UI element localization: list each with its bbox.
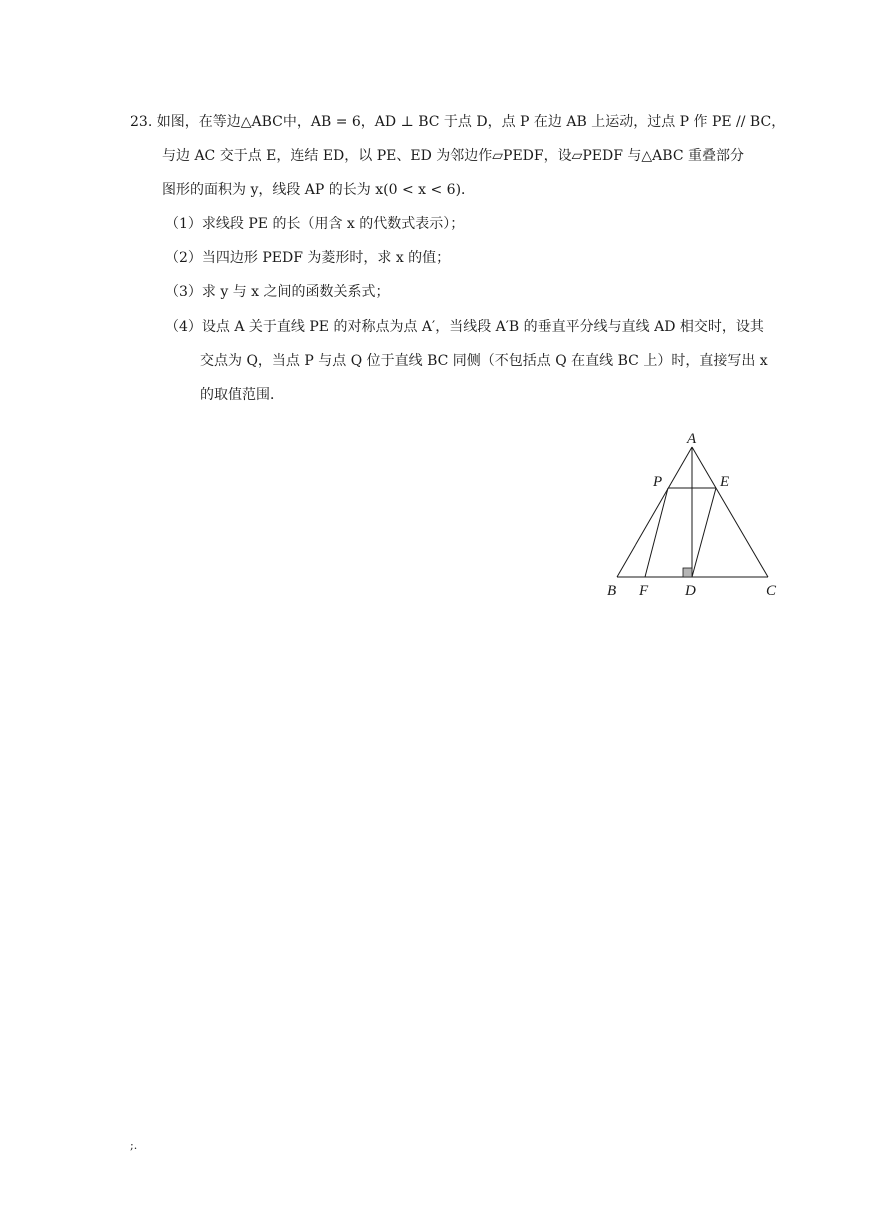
label-d: D (685, 583, 696, 599)
question-part-3: （3）求 y 与 x 之间的函数关系式； (165, 284, 390, 300)
question-part-1: （1）求线段 PE 的长（用含 x 的代数式表示）； (165, 216, 465, 232)
label-a: A (687, 431, 697, 447)
label-p: P (653, 474, 663, 490)
question-part-4-line-2: 交点为 Q，当点 P 与点 Q 位于直线 BC 同侧（不包括点 Q 在直线 BC 上）时，直接写出 x (200, 353, 768, 369)
label-f: F (639, 583, 649, 599)
segment-ab (617, 447, 692, 577)
problem-stem-line-1: 23. 如图，在等边△ABC中，AB = 6，AD ⊥ BC 于点 D，点 P 在边 AB 上运动，过点 P 作 PE // BC， (130, 114, 786, 130)
segment-pf (645, 488, 668, 577)
label-c: C (766, 583, 777, 599)
label-b: B (607, 583, 617, 599)
problem-stem-line-3: 图形的面积为 y，线段 AP 的长为 x(0 < x < 6)． (162, 182, 476, 198)
triangle-diagram (595, 425, 795, 610)
right-angle-mark (683, 568, 692, 577)
geometry-figure (595, 425, 795, 610)
segment-ed (692, 488, 716, 577)
label-e: E (720, 474, 730, 490)
footer-mark: ;. (130, 1139, 138, 1152)
question-part-2: （2）当四边形 PEDF 为菱形时，求 x 的值； (165, 250, 451, 266)
question-part-4-line-1: （4）设点 A 关于直线 PE 的对称点为点 A′，当线段 A′B 的垂直平分线与直线 AD 相交时，设其 (165, 319, 764, 335)
problem-stem-line-2: 与边 AC 交于点 E，连结 ED，以 PE、ED 为邻边作▱PEDF，设▱PEDF 与△ABC 重叠部分 (162, 148, 744, 164)
segment-ac (692, 447, 768, 577)
question-part-4-line-3: 的取值范围． (200, 387, 284, 403)
